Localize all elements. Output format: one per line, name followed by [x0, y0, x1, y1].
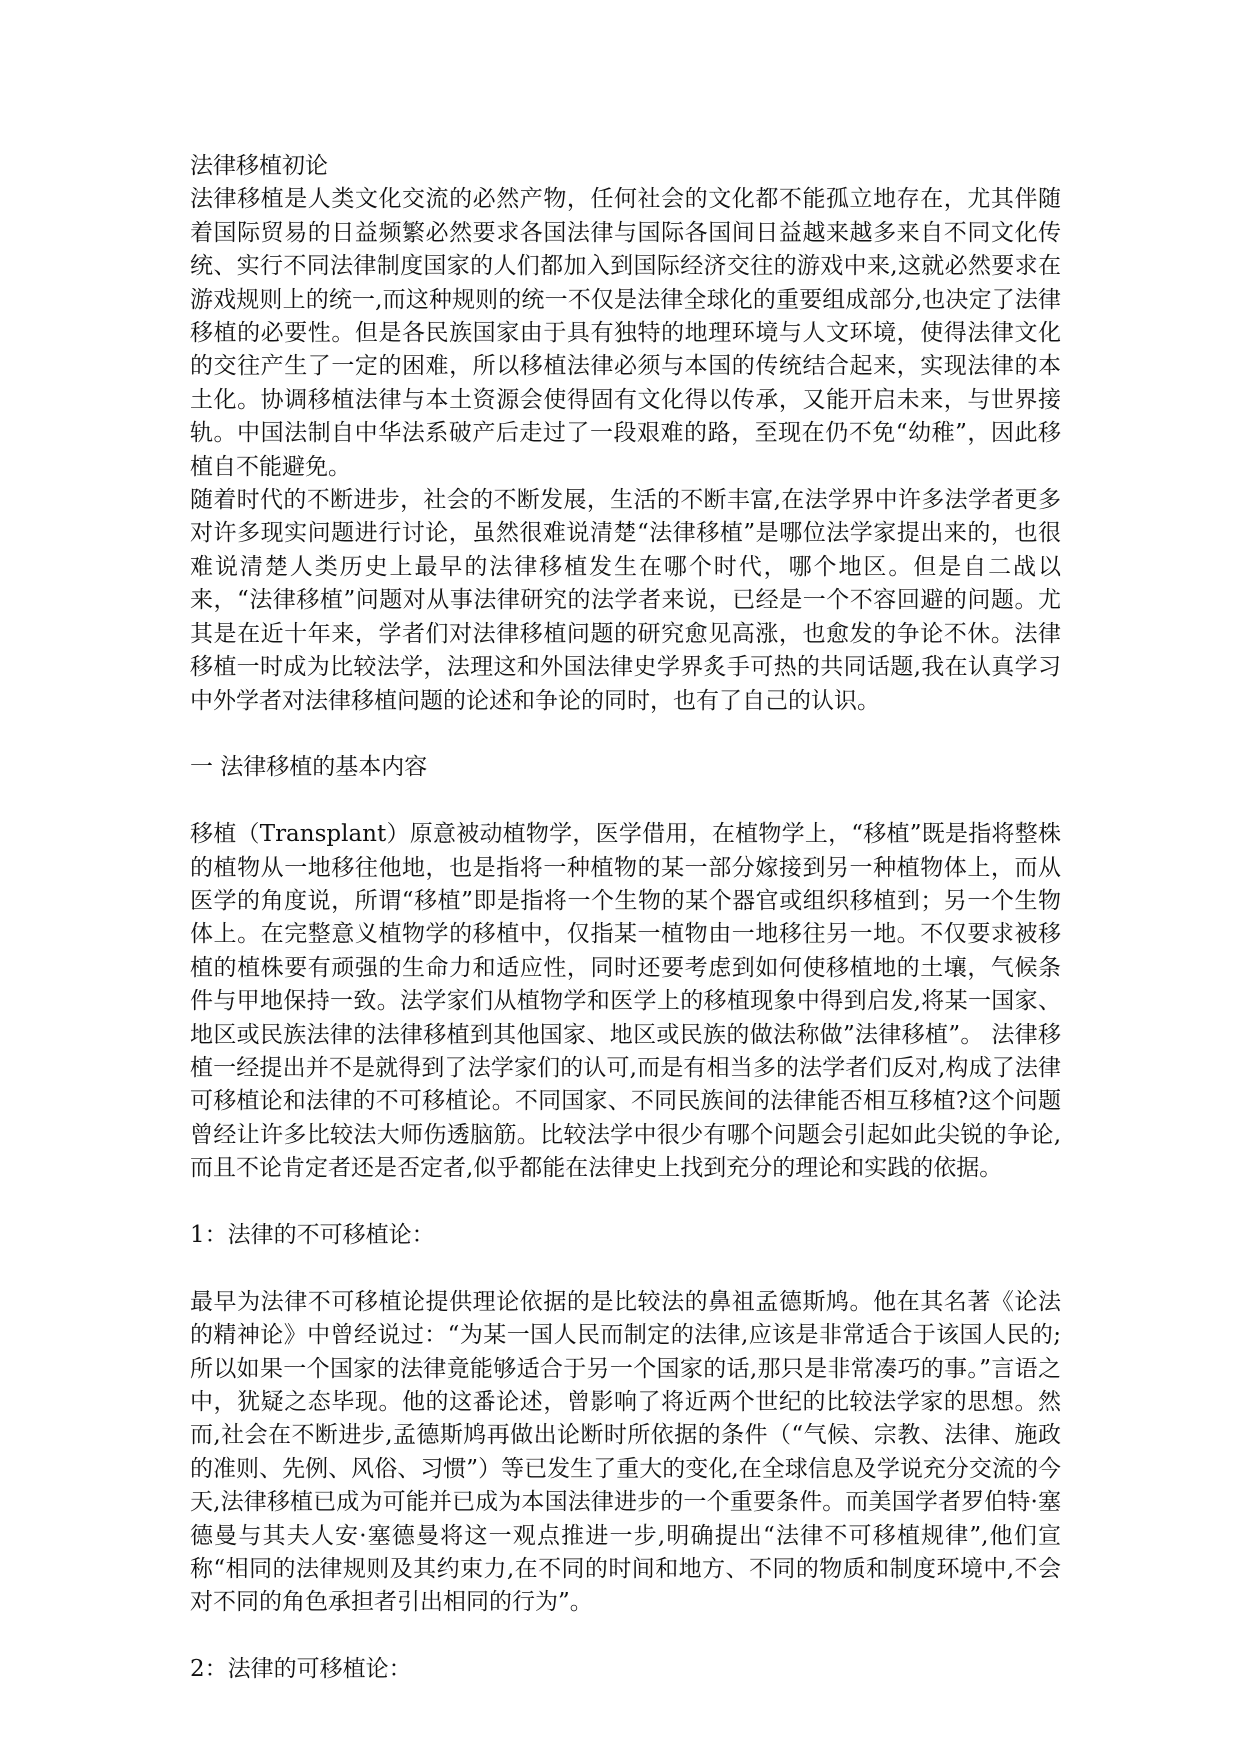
intro-paragraph-1: 法律移植是人类文化交流的必然产物，任何社会的文化都不能孤立地存在，尤其伴随着国际贸易的日益频繁必然要求各国法律与国际各国间日益越来越多来自不同文化传统、实行不同法律制度国家的人们都加入到国际经济交往的游戏中来,这就必然要求在游戏规则上的统一,而这种规则的统一不仅是法律全球化的重要组成部分,也决定了法律移植的必要性。但是各民族国家由于具有独特的地理环境与人文环境，使得法律文化的交往产生了一定的困难，所以移植法律必须与本国的传统结合起来，实现法律的本土化。协调移植法律与本土资源会使得固有文化得以传承，又能开启未来，与世界接轨。中国法制自中华法系破产后走过了一段艰难的路，至现在仍不免“幼稚”，因此移植自不能避免。 [190, 186, 1061, 480]
spacer [190, 1186, 1061, 1219]
document-title: 法律移植初论 [190, 153, 328, 179]
subsection-paragraph-non-transplantable: 最早为法律不可移植论提供理论依据的是比较法的鼻祖孟德斯鸠。他在其名著《论法的精神论》中曾经说过：“为某一国人民而制定的法律,应该是非常适合于该国人民的;所以如果一个国家的法律竟能够适合于另一个国家的话,那只是非常凑巧的事。”言语之中，犹疑之态毕现。他的这番论述，曾影响了将近两个世纪的比较法学家的思想。然而,社会在不断进步,孟德斯鸠再做出论断时所依据的条件（“气候、宗教、法律、施政的准则、先例、风俗、习惯”）等已发生了重大的变化,在全球信息及学说充分交流的今天,法律移植已成为可能并已成为本国法律进步的一个重要条件。而美国学者罗伯特·塞德曼与其夫人安·塞德曼将这一观点推进一步,明确提出“法律不可移植规律”,他们宣称“相同的法律规则及其约束力,在不同的时间和地方、不同的物质和制度环境中,不会对不同的角色承担者引出相同的行为”。 [190, 1288, 1061, 1616]
section-paragraph-basic-content: 移植（Transplant）原意被动植物学，医学借用，在植物学上，“移植”既是指将整株的植物从一地移往他地，也是指将一种植物的某一部分嫁接到另一种植物体上，而从医学的角度说，所谓“移植”即是指将一个生物的某个器官或组织移植到；另一个生物体上。在完整意义植物学的移植中，仅指某一植物由一地移往另一地。不仅要求被移植的植株要有顽强的生命力和适应性，同时还要考虑到如何使移植地的土壤，气候条件与甲地保持一致。法学家们从植物学和医学上的移植现象中得到启发,将某一国家、地区或民族法律的法律移植到其他国家、地区或民族的做法称做”法律移植”。 法律移植一经提出并不是就得到了法学家们的认可,而是有相当多的法学者们反对,构成了法律可移植论和法律的不可移植论。不同国家、不同民族间的法律能否相互移植?这个问题曾经让许多比较法大师伤透脑筋。比较法学中很少有哪个问题会引起如此尖锐的争论,而且不论肯定者还是否定者,似乎都能在法律史上找到充分的理论和实践的依据。 [190, 821, 1061, 1182]
spacer [190, 1620, 1061, 1653]
section-heading-basic-content: 一 法律移植的基本内容 [190, 754, 428, 781]
subsection-heading-non-transplantable: 1：法律的不可移植论： [190, 1221, 435, 1248]
spacer [190, 1252, 1061, 1285]
document-page [190, 150, 1061, 1687]
intro-paragraph-2: 随着时代的不断进步，社会的不断发展，生活的不断丰富,在法学界中许多法学者更多对许多现实问题进行讨论，虽然很难说清楚“法律移植”是哪位法学家提出来的，也很难说清楚人类历史上最早的法律移植发生在哪个时代，哪个地区。但是自二战以来，“法律移植”问题对从事法律研究的法学者来说，已经是一个不容回避的问题。尤其是在近十年来，学者们对法律移植问题的研究愈见高涨，也愈发的争论不休。法律移植一时成为比较法学，法理这和外国法律史学界炙手可热的共同话题,我在认真学习中外学者对法律移植问题的论述和争论的同时，也有了自己的认识。 [190, 487, 1061, 714]
spacer [190, 718, 1061, 751]
spacer [190, 785, 1061, 818]
subsection-heading-transplantable: 2：法律的可移植论： [190, 1656, 412, 1683]
